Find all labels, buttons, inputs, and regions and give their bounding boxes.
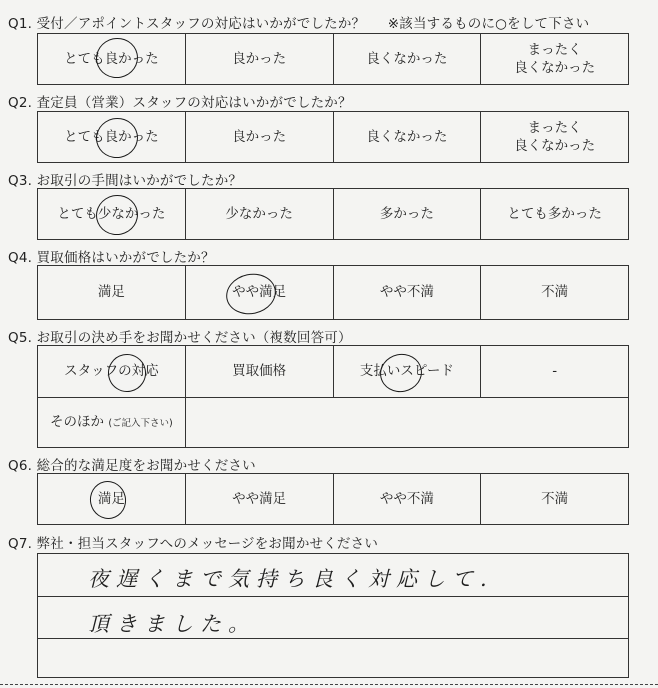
q1-options (37, 33, 629, 85)
message-rule (38, 638, 628, 639)
question-4-text: Q4. 買取価格はいかがでしたか？ (8, 250, 215, 266)
handwritten-message-line-2: 頂きました。 (88, 612, 256, 636)
q6-option-3[interactable]: やや不満 (333, 474, 481, 525)
q3-option-4[interactable]: とても多かった (481, 189, 629, 240)
question-3 (8, 169, 242, 189)
q2-options (37, 111, 629, 163)
q5-option-3[interactable]: 支払いスピード (333, 346, 481, 398)
q3-options (37, 188, 629, 240)
q3-option-1[interactable]: とても少なかった (38, 189, 186, 240)
message-rule (38, 596, 628, 597)
question-6 (8, 454, 256, 474)
q4-option-3[interactable]: やや不満 (333, 266, 481, 320)
question-2 (8, 91, 352, 111)
question-4 (8, 246, 215, 266)
q5-other-note: (ご記入下さい) (108, 418, 173, 430)
q2-option-4[interactable]: まったく 良くなかった (481, 112, 629, 163)
question-2-text: Q2. 査定員（営業）スタッフの対応はいかがでしたか？ (8, 95, 352, 111)
q4-option-4[interactable]: 不満 (481, 266, 629, 320)
q1-option-3[interactable]: 良くなかった (333, 34, 481, 85)
question-6-text: Q6. 総合的な満足度をお聞かせください (8, 458, 256, 474)
q6-option-4[interactable]: 不満 (481, 474, 629, 525)
q6-option-1[interactable]: 満足 (38, 474, 186, 525)
q2-option-2[interactable]: 良かった (185, 112, 333, 163)
q2-option-3[interactable]: 良くなかった (333, 112, 481, 163)
q1-option-2[interactable]: 良かった (185, 34, 333, 85)
q2-option-1[interactable]: とても良かった (38, 112, 186, 163)
q1-option-1[interactable]: とても良かった (38, 34, 186, 85)
q5-other-input[interactable] (185, 398, 628, 448)
question-7 (8, 532, 378, 552)
question-1 (8, 12, 589, 32)
q5-option-4[interactable]: - (481, 346, 629, 398)
q6-options (37, 473, 629, 525)
q3-option-2[interactable]: 少なかった (185, 189, 333, 240)
question-3-text: Q3. お取引の手間はいかがでしたか？ (8, 173, 243, 189)
q4-option-2[interactable]: やや満足 (185, 266, 333, 320)
q6-option-2[interactable]: やや満足 (185, 474, 333, 525)
q5-option-1[interactable]: スタッフの対応 (38, 346, 186, 398)
q3-option-3[interactable]: 多かった (333, 189, 481, 240)
question-5-text: Q5. お取引の決め手をお聞かせください（複数回答可） (8, 330, 352, 346)
q5-options (37, 345, 629, 448)
question-5 (8, 326, 352, 346)
instruction-note: ※該当するものに○をして下さい (387, 16, 590, 32)
question-7-text: Q7. 弊社・担当スタッフへのメッセージをお聞かせください (8, 536, 379, 552)
q4-option-1[interactable]: 満足 (38, 266, 186, 320)
question-1-text: Q1. 受付／アポイントスタッフの対応はいかがでしたか？ (8, 16, 366, 32)
q5-other-label: そのほか (ご記入下さい) (38, 398, 186, 448)
message-box[interactable] (37, 553, 629, 678)
handwritten-message-line-1: 夜遅くまで気持ち良く対応して. (88, 567, 494, 591)
cut-line (0, 684, 658, 685)
q4-options (37, 265, 629, 320)
q5-option-2[interactable]: 買取価格 (185, 346, 333, 398)
q1-option-4[interactable]: まったく 良くなかった (481, 34, 629, 85)
